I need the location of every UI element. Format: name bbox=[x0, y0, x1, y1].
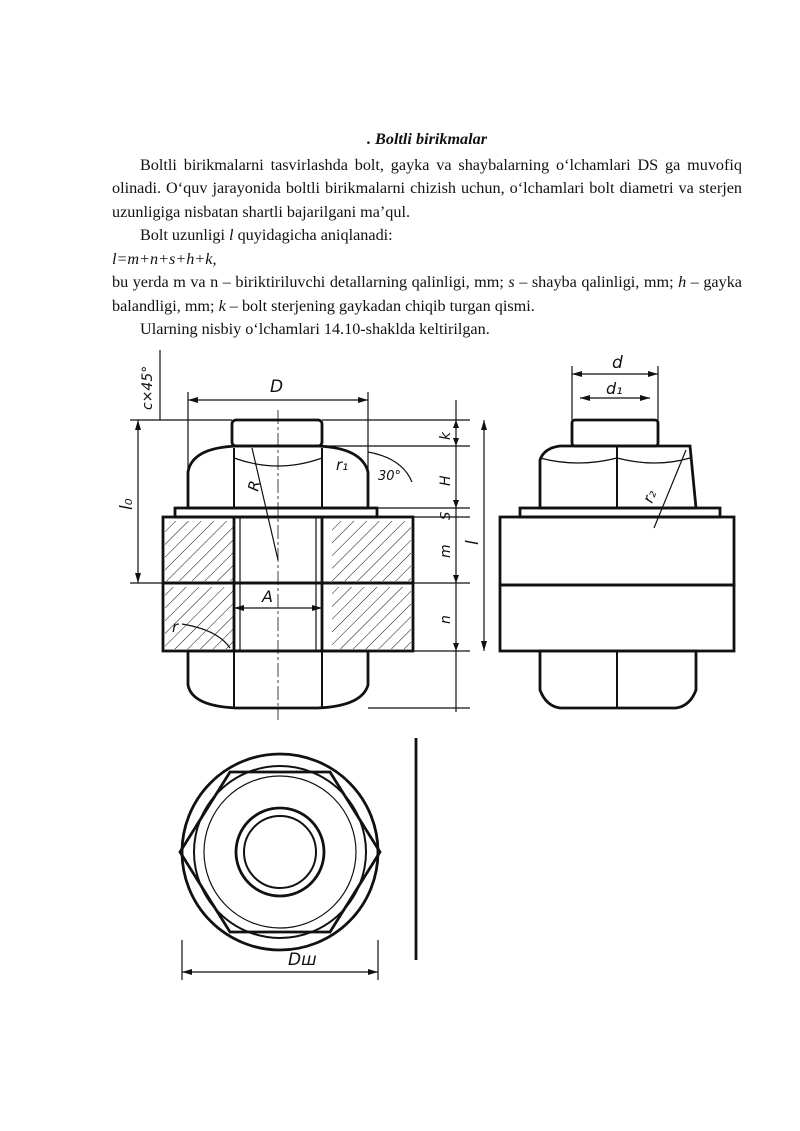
label-A: A bbox=[262, 587, 273, 606]
paragraph-3 bbox=[112, 271, 742, 318]
label-n: n bbox=[438, 615, 454, 624]
label-H: H bbox=[438, 475, 454, 486]
paragraph-2-pre: Bolt uzunligi bbox=[140, 226, 230, 244]
label-d: d bbox=[612, 353, 623, 373]
label-angle: 30° bbox=[378, 469, 402, 484]
label-k: k bbox=[438, 431, 454, 440]
paragraph-3-k: k bbox=[218, 296, 226, 315]
section-title: . Boltli birikmalar bbox=[366, 130, 488, 148]
label-m: m bbox=[438, 544, 454, 558]
label-r1: r₁ bbox=[336, 456, 349, 474]
label-chamfer: c×45° bbox=[140, 365, 156, 410]
paragraph-2 bbox=[112, 224, 742, 248]
top-view bbox=[180, 738, 416, 980]
paragraph-3-c: – gayka balandligi, mm; bbox=[112, 273, 742, 315]
label-Dsh: Dш bbox=[288, 950, 317, 970]
paragraph-2-var: l bbox=[229, 226, 234, 244]
paragraph-3-h: h bbox=[678, 273, 687, 291]
label-r: r bbox=[172, 618, 179, 636]
hatch-upper-right bbox=[332, 521, 411, 581]
paragraph-2-post: quyidagicha aniqlanadi: bbox=[233, 226, 393, 244]
side-view bbox=[500, 353, 734, 708]
formula: l=m+n+s+h+k, bbox=[112, 249, 217, 268]
label-d1: d₁ bbox=[606, 379, 623, 398]
label-r2: r₂ bbox=[639, 487, 661, 506]
front-view bbox=[117, 350, 487, 720]
paragraph-4: Ularning nisbiy o‘lchamlari 14.10-shaklda keltirilgan. bbox=[140, 320, 490, 338]
paragraph-3-a: bu yerda m va n – biriktiriluvchi detallarning qalinligi, mm; bbox=[112, 273, 509, 291]
label-l0: l₀ bbox=[117, 498, 137, 510]
bolt-connection-drawing bbox=[0, 340, 800, 1000]
label-s: S bbox=[439, 511, 454, 520]
label-l: l bbox=[463, 540, 483, 545]
paragraph-3-s: s bbox=[508, 273, 515, 291]
label-R: R bbox=[244, 478, 265, 493]
label-D: D bbox=[270, 377, 284, 397]
hatch-upper-left bbox=[165, 521, 233, 581]
hatch-lower-right bbox=[332, 587, 411, 649]
paragraph-3-d: – bolt sterjening gaykadan chiqib turgan qismi. bbox=[225, 296, 535, 315]
paragraph-1: Boltli birikmalarni tasvirlashda bolt, gayka va shaybalarning o‘lchamlari DS ga muvofiq olinadi. O‘quv jarayonida boltli birikmalarni chizish uchun, o‘lchamlari bolt diametri va sterjen uzunligiga nisbatan shartli bajarilgani ma’qul. bbox=[112, 155, 742, 221]
text-block bbox=[112, 128, 742, 342]
paragraph-3-b: – shayba qalinligi, mm; bbox=[514, 273, 679, 291]
